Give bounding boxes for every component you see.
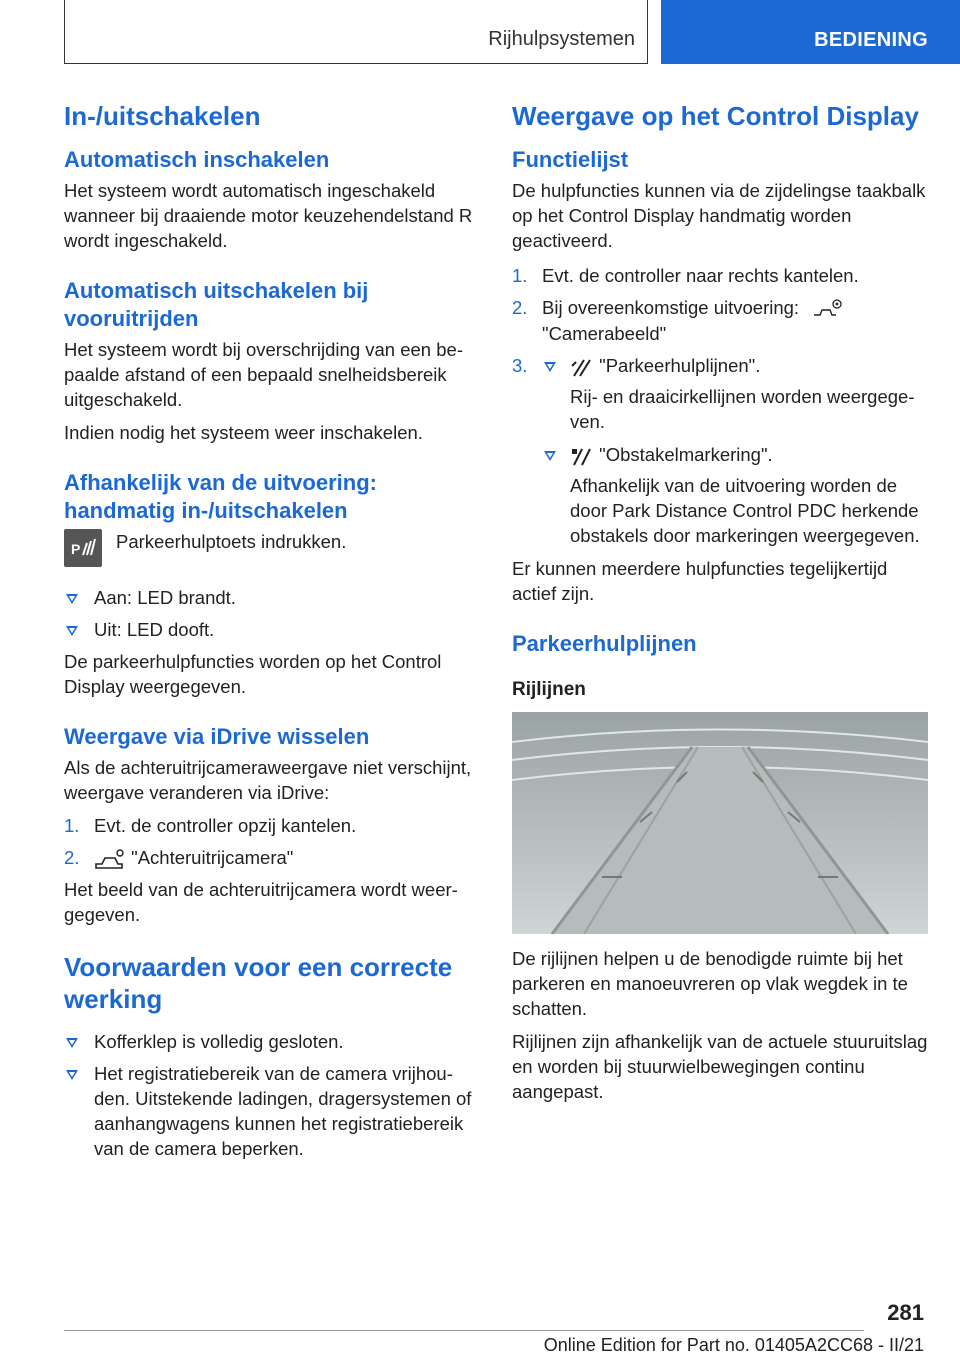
footer-divider — [64, 1330, 864, 1331]
park-assist-button-icon — [64, 529, 102, 567]
list-item: 1. Evt. de controller opzij kantelen. — [64, 815, 357, 836]
heading-function-list: Functielijst — [512, 147, 629, 172]
header-section-box — [661, 0, 960, 64]
heading-auto-off: Automatisch uitschakelen bij vooruitrijden — [64, 278, 369, 331]
bullet-icon — [544, 451, 556, 461]
bullet-icon — [66, 1038, 78, 1048]
left-column — [64, 100, 476, 1168]
list-item: 1. Evt. de controller naar rechts kantelen. — [512, 265, 859, 286]
conditions-list — [64, 1029, 476, 1161]
page-number: 281 — [887, 1300, 924, 1325]
heading-idrive: Weergave via iDrive wisselen — [64, 724, 370, 749]
driving-lines-illustration — [512, 712, 928, 934]
list-item: 3. "Parkeerhulplijnen". Rij- en draaicirkellijnen worden weergegeven. "Obstakelmarkering". Afhankelijk van de uitvoering worden de door Park Distance Control PDC herkende obstakels door markeringen weergegeven. — [512, 355, 920, 547]
camera-settings-icon — [810, 297, 844, 321]
edition-note: Online Edition for Part no. 01405A2CC68 - II/21 — [543, 1335, 924, 1355]
chapter-title: Rijhulpsystemen — [488, 28, 635, 50]
function-steps — [512, 263, 928, 548]
heading-auto-on: Automatisch inschakelen — [64, 147, 330, 172]
list-item: Aan: LED brandt. — [64, 585, 476, 610]
text-function-list: De hulpfuncties kunnen via de zijdelingse taakbalk op het Control Display handmatig worden geactiveerd. — [512, 180, 926, 251]
text-button: Parkeerhulptoets indrukken. — [116, 531, 347, 552]
heading-manual: Afhankelijk van de uitvoering: handmatig in-/uitschakelen — [64, 470, 377, 523]
manual-list — [64, 585, 476, 642]
text-manual: De parkeerhulpfuncties worden op het Control Display weergegeven. — [64, 651, 442, 697]
heading-conditions: Voorwaarden voor een correcte werking — [64, 952, 453, 1015]
right-column — [512, 100, 928, 1112]
text-auto-off-1: Het systeem wordt bij overschrijding van een bepaalde afstand of een bepaald snelheidsbereik uitgeschakeld. — [64, 339, 463, 410]
bullet-icon — [66, 1070, 78, 1080]
section-title: BEDIENING — [814, 29, 928, 51]
heading-on-off: In-/uitschakelen — [64, 101, 261, 131]
button-instruction — [64, 529, 476, 571]
list-item: 2. Bij overeenkomstige uitvoering: "Camerabeeld" — [512, 295, 928, 346]
heading-driving-lines: Rijlijnen — [512, 679, 586, 701]
svg-text:P: P — [71, 541, 81, 557]
obstacle-marking-icon — [570, 445, 594, 467]
bullet-icon — [66, 594, 78, 604]
text-function-after: Er kunnen meerdere hulpfuncties tegelijkertijd actief zijn. — [512, 558, 888, 605]
parking-lines-icon — [570, 356, 594, 378]
list-item: 2. "Achteruitrijcamera" — [64, 845, 476, 870]
bullet-icon — [544, 362, 556, 372]
text-idrive-after: Het beeld van de achteruitrijcamera wordt weergegeven. — [64, 879, 458, 926]
text-auto-on: Het systeem wordt automatisch ingeschakeld wanneer bij draaiende motor keuzehendelstand R wordt ingeschakeld. — [64, 180, 473, 251]
text-idrive: Als de achteruitrijcameraweergave niet verschijnt, weergave veranderen via iDrive: — [64, 757, 472, 803]
text-lines-1: De rijlijnen helpen u de benodigde ruimte bij het parkeren en manoeuvreren op vlak wegdek in te schatten. — [512, 948, 908, 1020]
rear-camera-icon — [94, 848, 126, 870]
header-chapter-box — [64, 0, 648, 64]
text-lines-2: Rijlijnen zijn afhankelijk van de actuele stuuruitslag en worden bij stuurwielbewegingen continu aangepast. — [512, 1031, 928, 1103]
heading-control-display: Weergave op het Control Display — [512, 101, 919, 131]
list-item: Het registratiebereik van de camera vrijhouden. Uitstekende ladingen, dragersystemen of aanhangwagens kunnen het registratiebereik van de camera beperken. — [64, 1061, 476, 1161]
list-item: Kofferklep is volledig gesloten. — [64, 1029, 476, 1054]
heading-parking-lines: Parkeerhulplijnen — [512, 631, 697, 657]
bullet-icon — [66, 626, 78, 636]
idrive-steps — [64, 813, 476, 870]
list-item: Uit: LED dooft. — [64, 617, 476, 642]
text-auto-off-2: Indien nodig het systeem weer inschakelen. — [64, 422, 423, 443]
